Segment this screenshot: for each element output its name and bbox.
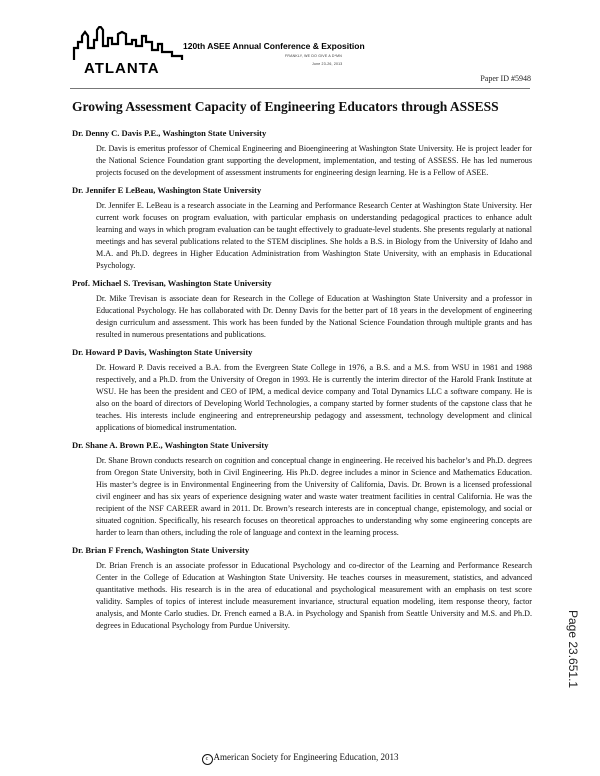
bio-entry — [72, 185, 532, 272]
footer — [0, 752, 600, 765]
bio-entry — [72, 440, 532, 539]
bio-entry — [72, 545, 532, 632]
author-name: Dr. Denny C. Davis P.E., Washington State University — [72, 128, 267, 138]
conference-logo — [72, 26, 192, 78]
author-name: Dr. Howard P Davis, Washington State University — [72, 347, 253, 357]
paper-id: Paper ID #5948 — [480, 74, 531, 83]
author-name: Dr. Jennifer E LeBeau, Washington State University — [72, 185, 262, 195]
header-divider — [70, 88, 530, 89]
conference-name: 120th ASEE Annual Conference & Exposition — [183, 41, 365, 51]
footer-text: American Society for Engineering Education, 2013 — [213, 752, 399, 762]
paper-title: Growing Assessment Capacity of Engineering Educators through ASSESS — [72, 99, 499, 114]
author-bios — [72, 128, 532, 638]
author-bio: Dr. Jennifer E. LeBeau is a research associate in the Learning and Performance Research Center at Washington State University. Her current work focuses on program evaluation, with particular emphasis on understanding pedagogical practices to enhance adult learning and ways in which program evaluation can be taught effectively to graduate-level students. She presents regularly at national meetings and has several publications related to the STEM disciplines. She holds a B.S. in Biology from the University of Idaho and M.A. and Ph.D. degrees in Higher Education Administration from Washington State University, with an emphasis in Educational Psychology. — [96, 201, 532, 270]
atlanta-skyline-icon — [72, 26, 187, 62]
bio-entry — [72, 128, 532, 179]
page-number: Page 23.651.1 — [566, 610, 580, 689]
conference-dates: June 23-26, 2013 — [312, 62, 343, 66]
bio-entry — [72, 278, 532, 341]
logo-text: ATLANTA — [84, 60, 160, 77]
author-name: Prof. Michael S. Trevisan, Washington State University — [72, 278, 272, 288]
conference-tagline: FRANKLY, WE DO GIVE A D*MN — [285, 54, 342, 58]
author-bio: Dr. Shane Brown conducts research on cognition and conceptual change in engineering. He received his bachelor’s and Ph.D. degrees from Oregon State University, both in Civil Engineering. His Ph.D. degree includes a minor in Science and Mathematics Education. His master’s degree is in Environmental Engineering from the University of California, Davis. Dr. Brown is a licensed professional civil engineer and has six years of experience designing water and waste water treatment facilities in central California. He was the recipient of the NSF CAREER award in 2011. Dr. Brown’s research interests are in conceptual change, epistemology, and social or situated cognition. Specifically, his research focuses on theoretical approaches to understanding why some engineering concepts are harder to learn than others, including the role of language and context in the learning process. — [96, 456, 532, 537]
author-bio: Dr. Howard P. Davis received a B.A. from the Evergreen State College in 1976, a B.S. and a M.S. from WSU in 1981 and 1988 respectively, and a Ph.D. from the University of Oregon in 1993. He is currently the interim director of the Harold Frank Institute at WSU. He has been the president and CEO of IPM, a medical device company and Total Dynamics LLC a software company. He is also on the board of directors of Developing World Technologies, a company started by former students of the capstone class that he teaches. His interests include engineering and entrepreneurship pedagogy and assessment, technology development and clinical applications of biomedical instrumentation. — [96, 363, 532, 432]
author-name: Dr. Shane A. Brown P.E., Washington State University — [72, 440, 269, 450]
author-bio: Dr. Brian French is an associate professor in Educational Psychology and co-director of the Learning and Performance Research Center in the College of Education at Washington State University. He teaches courses in measurement, statistics, and advanced quantitative methods. His research is in the area of educational and psychological measurement with an emphasis on test score validity. Samples of topics of interest include measurement invariance, structural equation modeling, item response theory, factor analysis, and Monte Carlo studies. Dr. French earned a B.A. in Psychology and Spanish from Seattle University and M.S. and Ph.D. degrees in Educational Psychology from Purdue University. — [96, 561, 532, 630]
author-name: Dr. Brian F French, Washington State University — [72, 545, 250, 555]
author-bio: Dr. Davis is emeritus professor of Chemical Engineering and Bioengineering at Washington State University. He is project leader for the National Science Foundation grant supporting the development, implementation, and testing of ASSESS. He has led numerous projects focused on the development of assessment instruments for engineering design learning. He is a Fellow of ASEE. — [96, 144, 532, 177]
copyright-icon: c — [202, 754, 213, 765]
bio-entry — [72, 347, 532, 434]
author-bio: Dr. Mike Trevisan is associate dean for Research in the College of Education at Washington State University and a professor in Educational Psychology. He has collaborated with Dr. Denny Davis for the better part of 18 years in the development of engineering design curriculum and assessment. This work has been funded by the National Science Foundation through multiple grants and has resulted in numerous presentations and publications. — [96, 294, 532, 339]
